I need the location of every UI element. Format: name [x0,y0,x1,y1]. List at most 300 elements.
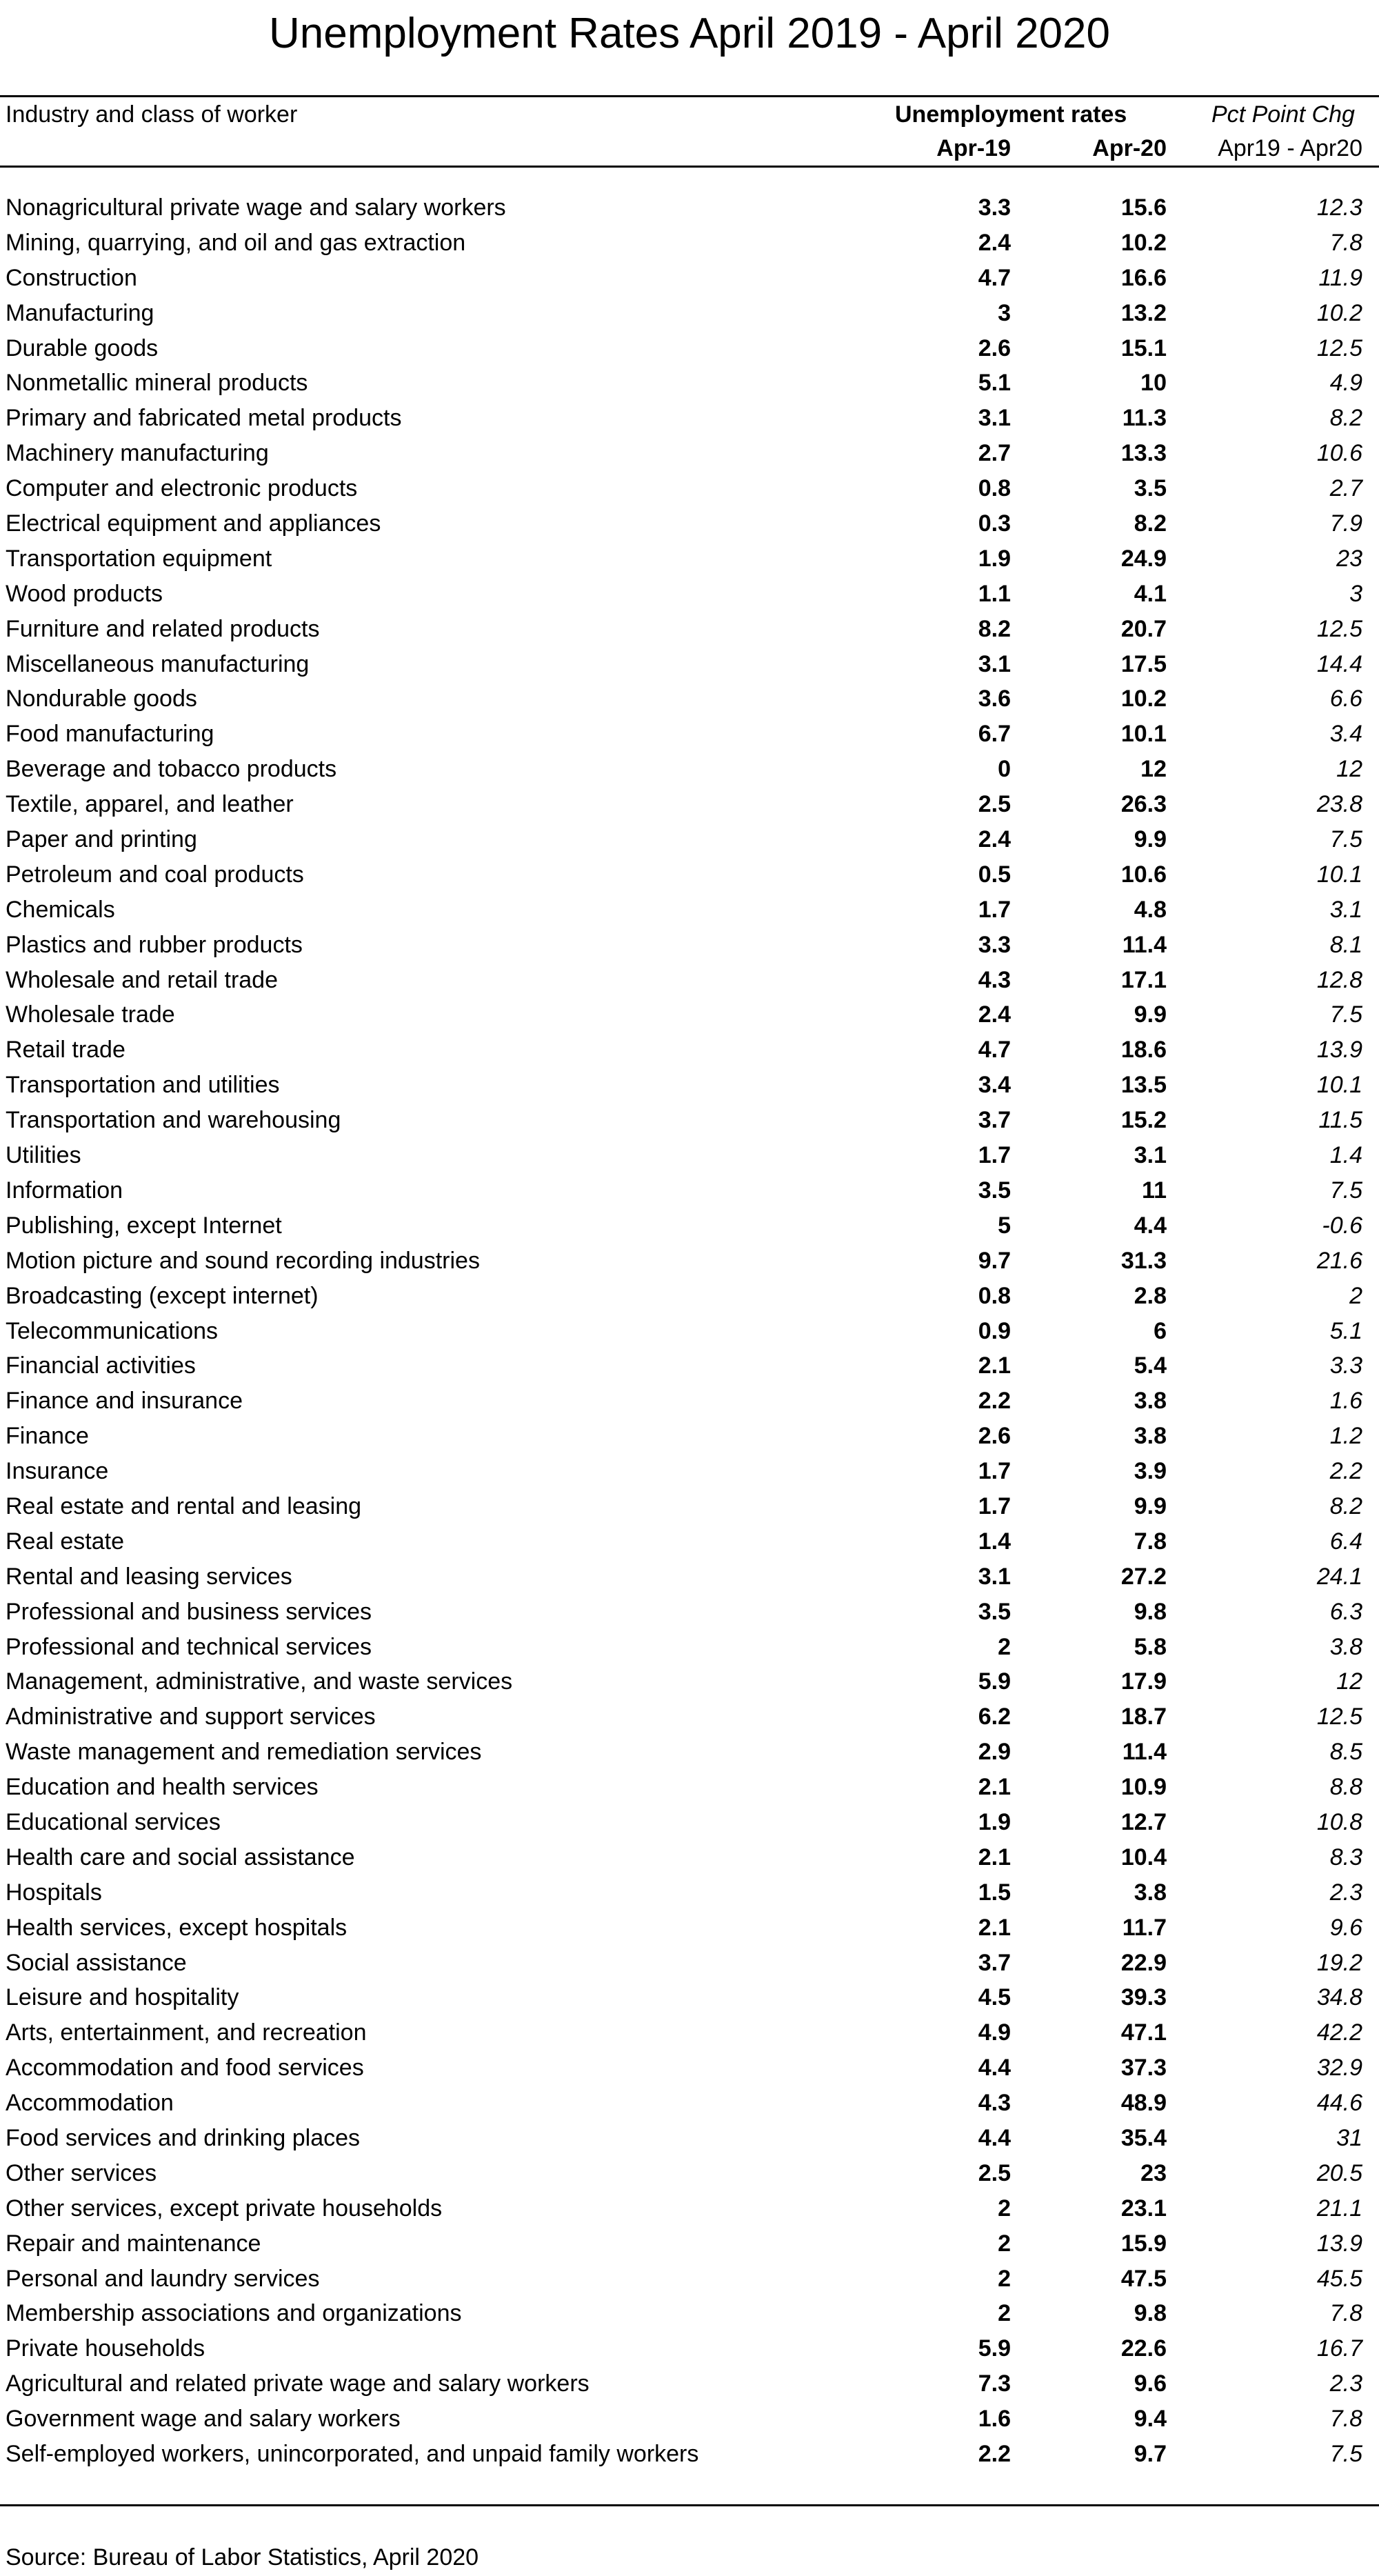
rate-apr19: 3.3 [978,931,1011,958]
industry-name: Government wage and salary workers [6,2406,401,2433]
table-row [0,261,1379,296]
industry-name: Retail trade [6,1037,125,1064]
rate-apr19: 1.9 [978,545,1011,572]
pct-point-change: 8.2 [1329,405,1362,432]
pct-point-change: 7.5 [1329,2441,1362,2467]
rate-apr20: 23 [1140,2159,1167,2186]
rate-apr19: 2.4 [978,229,1011,256]
industry-name: Beverage and tobacco products [6,756,337,783]
header-divider [0,166,1379,168]
table-row [0,2086,1379,2121]
industry-name: Electrical equipment and appliances [6,510,381,537]
pct-point-change: 2.2 [1329,1458,1362,1485]
rate-apr19: 0.8 [978,1282,1011,1309]
rate-apr19: 4.7 [978,264,1011,291]
industry-name: Petroleum and coal products [6,861,304,888]
rate-apr19: 0.9 [978,1317,1011,1344]
rate-apr20: 7.8 [1134,1528,1167,1555]
table-row [0,1279,1379,1314]
table-row [0,1454,1379,1489]
industry-name: Textile, apparel, and leather [6,791,294,818]
rate-apr19: 2.7 [978,440,1011,467]
rate-apr20: 5.8 [1134,1633,1167,1660]
rate-apr19: 2.1 [978,1914,1011,1941]
industry-name: Broadcasting (except internet) [6,1282,319,1309]
pct-point-change: 32.9 [1316,2055,1362,2081]
pct-point-change: 23 [1336,545,1362,572]
industry-name: Rental and leasing services [6,1563,292,1590]
pct-point-change: 1.6 [1329,1388,1362,1415]
pct-point-change: 31 [1336,2124,1362,2151]
industry-name: Information [6,1177,123,1204]
column-group-pct-point-chg: Pct Point Chg [1211,101,1355,128]
rate-apr19: 2.1 [978,1774,1011,1801]
industry-name: Professional and technical services [6,1633,372,1660]
rate-apr20: 10.2 [1120,686,1167,712]
table-row [0,1910,1379,1946]
rate-apr19: 5.9 [978,2335,1011,2362]
industry-name: Machinery manufacturing [6,440,269,467]
pct-point-change: 3.1 [1329,896,1362,923]
table-row [0,541,1379,577]
table-row [0,1419,1379,1454]
rate-apr20: 13.3 [1120,440,1167,467]
rate-apr20: 10.6 [1120,861,1167,888]
rate-apr19: 5 [998,1212,1011,1239]
table-row [0,1138,1379,1173]
table-row [0,1103,1379,1138]
rate-apr19: 4.3 [978,966,1011,993]
rate-apr19: 2 [998,2195,1011,2221]
rate-apr20: 6 [1154,1317,1167,1344]
pct-point-change: 12.3 [1316,194,1362,221]
table-row [0,506,1379,541]
table-row [0,1595,1379,1630]
industry-name: Real estate [6,1528,124,1555]
table-row [0,1244,1379,1279]
pct-point-change: 7.5 [1329,1177,1362,1204]
industry-name: Nonagricultural private wage and salary workers [6,194,506,221]
rate-apr19: 3.1 [978,1563,1011,1590]
rate-apr19: 1.7 [978,1142,1011,1169]
rate-apr19: 4.4 [978,2055,1011,2081]
industry-name: Furniture and related products [6,615,320,642]
pct-point-change: 10.1 [1316,861,1362,888]
table-row [0,1699,1379,1735]
industry-name: Manufacturing [6,299,154,326]
rate-apr19: 2.5 [978,791,1011,818]
table-row [0,2331,1379,2366]
pct-point-change: 13.9 [1316,1037,1362,1064]
pct-point-change: 7.8 [1329,2300,1362,2327]
table-row [0,1208,1379,1244]
table-row [0,1735,1379,1770]
rate-apr20: 18.7 [1120,1704,1167,1730]
table-row [0,471,1379,506]
industry-name: Primary and fabricated metal products [6,405,402,432]
industry-name: Accommodation and food services [6,2055,364,2081]
page-title: Unemployment Rates April 2019 - April 2020 [269,10,1110,57]
industry-name: Membership associations and organizations [6,2300,462,2327]
rate-apr20: 11 [1142,1177,1167,1204]
rate-apr20: 4.8 [1134,896,1167,923]
rate-apr20: 16.6 [1120,264,1167,291]
rate-apr19: 1.4 [978,1528,1011,1555]
pct-point-change: 10.1 [1316,1072,1362,1099]
rate-apr20: 5.4 [1134,1352,1167,1379]
rate-apr19: 1.7 [978,1458,1011,1485]
industry-name: Miscellaneous manufacturing [6,650,310,677]
rate-apr19: 8.2 [978,615,1011,642]
industry-name: Leisure and hospitality [6,1984,239,2011]
table-row [0,2296,1379,2331]
table-row [0,612,1379,647]
rate-apr19: 4.4 [978,2124,1011,2151]
rate-apr20: 11.7 [1122,1914,1167,1941]
pct-point-change: 3.4 [1329,721,1362,748]
pct-point-change: 2.7 [1329,475,1362,502]
industry-name: Transportation and warehousing [6,1107,341,1134]
rate-apr19: 1.6 [978,2406,1011,2433]
table-row [0,2437,1379,2472]
rate-apr20: 9.6 [1134,2370,1167,2397]
rate-apr19: 4.9 [978,2019,1011,2046]
column-header-change: Apr19 - Apr20 [1218,135,1362,161]
rate-apr20: 37.3 [1120,2055,1167,2081]
pct-point-change: 10.8 [1316,1808,1362,1835]
rate-apr19: 1.5 [978,1879,1011,1906]
industry-name: Education and health services [6,1774,319,1801]
pct-point-change: 12 [1336,1668,1362,1695]
rate-apr20: 11.4 [1122,1739,1167,1766]
table-row [0,296,1379,331]
table-row [0,1630,1379,1665]
industry-name: Transportation equipment [6,545,272,572]
pct-point-change: 10.6 [1316,440,1362,467]
industry-name: Administrative and support services [6,1704,376,1730]
rate-apr19: 0 [998,756,1011,783]
pct-point-change: -0.6 [1322,1212,1362,1239]
industry-name: Food services and drinking places [6,2124,361,2151]
pct-point-change: 44.6 [1316,2090,1362,2117]
rate-apr19: 2 [998,2300,1011,2327]
rate-apr20: 3.8 [1134,1388,1167,1415]
industry-name: Real estate and rental and leasing [6,1492,362,1519]
rate-apr20: 47.5 [1120,2265,1167,2292]
pct-point-change: 13.9 [1316,2230,1362,2257]
pct-point-change: 6.4 [1329,1528,1362,1555]
table-row [0,2156,1379,2191]
pct-point-change: 7.5 [1329,826,1362,853]
rate-apr19: 1.1 [978,580,1011,607]
column-header-industry: Industry and class of worker [6,101,298,128]
rate-apr20: 20.7 [1120,615,1167,642]
pct-point-change: 7.8 [1329,2406,1362,2433]
pct-point-change: 21.6 [1316,1247,1362,1274]
industry-name: Self-employed workers, unincorporated, and unpaid family workers [6,2441,699,2467]
rate-apr20: 4.1 [1134,580,1167,607]
table-row [0,1875,1379,1910]
industry-name: Other services, except private households [6,2195,443,2221]
pct-point-change: 7.9 [1329,510,1362,537]
table-row [0,1664,1379,1699]
pct-point-change: 6.6 [1329,686,1362,712]
table-row [0,1173,1379,1208]
table-row [0,1489,1379,1524]
rate-apr19: 2.1 [978,1352,1011,1379]
pct-point-change: 4.9 [1329,370,1362,397]
industry-name: Telecommunications [6,1317,219,1344]
rate-apr20: 47.1 [1120,2019,1167,2046]
table-row [0,1559,1379,1595]
pct-point-change: 34.8 [1316,1984,1362,2011]
rate-apr20: 22.9 [1120,1949,1167,1976]
pct-point-change: 16.7 [1316,2335,1362,2362]
rate-apr20: 17.9 [1120,1668,1167,1695]
rate-apr20: 15.6 [1120,194,1167,221]
pct-point-change: 8.3 [1329,1844,1362,1870]
pct-point-change: 8.5 [1329,1739,1362,1766]
rate-apr20: 39.3 [1120,1984,1167,2011]
industry-name: Financial activities [6,1352,196,1379]
table-row [0,436,1379,471]
table-row [0,681,1379,717]
industry-name: Accommodation [6,2090,174,2117]
industry-name: Wholesale and retail trade [6,966,279,993]
rate-apr20: 26.3 [1120,791,1167,818]
rate-apr20: 2.8 [1134,1282,1167,1309]
column-group-unemployment-rates: Unemployment rates [895,101,1127,128]
rate-apr20: 10 [1140,370,1167,397]
rate-apr20: 3.8 [1134,1879,1167,1906]
bottom-divider [0,2504,1379,2506]
industry-name: Publishing, except Internet [6,1212,282,1239]
pct-point-change: 9.6 [1329,1914,1362,1941]
industry-name: Waste management and remediation services [6,1739,482,1766]
rate-apr20: 15.1 [1120,335,1167,361]
rate-apr20: 31.3 [1120,1247,1167,1274]
pct-point-change: 12.5 [1316,615,1362,642]
rate-apr20: 22.6 [1120,2335,1167,2362]
rate-apr20: 9.9 [1134,826,1167,853]
industry-name: Social assistance [6,1949,187,1976]
rate-apr19: 4.5 [978,1984,1011,2011]
industry-name: Insurance [6,1458,109,1485]
table-row [0,190,1379,226]
rate-apr20: 23.1 [1120,2195,1167,2221]
top-divider [0,95,1379,97]
rate-apr19: 5.9 [978,1668,1011,1695]
table-row [0,2191,1379,2226]
industry-name: Plastics and rubber products [6,931,303,958]
rate-apr20: 9.7 [1134,2441,1167,2467]
rate-apr20: 8.2 [1134,510,1167,537]
table-row [0,331,1379,366]
industry-name: Chemicals [6,896,115,923]
industry-name: Other services [6,2159,157,2186]
rate-apr20: 18.6 [1120,1037,1167,1064]
table-row [0,2050,1379,2086]
rate-apr19: 2.4 [978,826,1011,853]
industry-name: Agricultural and related private wage and salary workers [6,2370,590,2397]
rate-apr20: 3.5 [1134,475,1167,502]
industry-name: Finance [6,1423,89,1450]
table-row [0,2402,1379,2437]
industry-name: Utilities [6,1142,81,1169]
industry-name: Health care and social assistance [6,1844,355,1870]
rate-apr19: 4.3 [978,2090,1011,2117]
table-row [0,1946,1379,1981]
industry-name: Construction [6,264,137,291]
table-row [0,1348,1379,1384]
table-row [0,1840,1379,1875]
rate-apr20: 15.9 [1120,2230,1167,2257]
rate-apr19: 3.7 [978,1107,1011,1134]
pct-point-change: 19.2 [1316,1949,1362,1976]
table-row [0,928,1379,963]
table-row [0,2226,1379,2262]
rate-apr20: 10.2 [1120,229,1167,256]
pct-point-change: 2.3 [1329,2370,1362,2397]
industry-name: Educational services [6,1808,221,1835]
table-body [0,190,1379,2472]
pct-point-change: 5.1 [1329,1317,1362,1344]
rate-apr20: 15.2 [1120,1107,1167,1134]
pct-point-change: 7.5 [1329,1001,1362,1028]
pct-point-change: 21.1 [1316,2195,1362,2221]
table-row [0,1314,1379,1349]
table-row [0,822,1379,857]
rate-apr19: 3.1 [978,650,1011,677]
rate-apr20: 9.8 [1134,1598,1167,1625]
rate-apr19: 3.1 [978,405,1011,432]
pct-point-change: 20.5 [1316,2159,1362,2186]
pct-point-change: 1.2 [1329,1423,1362,1450]
industry-name: Finance and insurance [6,1388,243,1415]
table-row [0,1068,1379,1103]
rate-apr19: 2.1 [978,1844,1011,1870]
pct-point-change: 7.8 [1329,229,1362,256]
rate-apr19: 2.5 [978,2159,1011,2186]
pct-point-change: 10.2 [1316,299,1362,326]
table-row [0,2366,1379,2402]
industry-name: Health services, except hospitals [6,1914,348,1941]
industry-name: Wood products [6,580,163,607]
rate-apr20: 11.3 [1122,405,1167,432]
industry-name: Nondurable goods [6,686,197,712]
industry-name: Computer and electronic products [6,475,358,502]
rate-apr19: 3.6 [978,686,1011,712]
pct-point-change: 11.9 [1318,264,1362,291]
industry-name: Food manufacturing [6,721,214,748]
rate-apr19: 2.4 [978,1001,1011,1028]
table-row [0,2262,1379,2297]
pct-point-change: 11.5 [1318,1107,1362,1134]
pct-point-change: 12.5 [1316,1704,1362,1730]
table-row [0,787,1379,822]
industry-name: Repair and maintenance [6,2230,261,2257]
rate-apr19: 0.8 [978,475,1011,502]
table-row [0,717,1379,752]
pct-point-change: 8.2 [1329,1492,1362,1519]
rate-apr20: 13.2 [1120,299,1167,326]
rate-apr19: 2 [998,1633,1011,1660]
rate-apr20: 3.9 [1134,1458,1167,1485]
table-row [0,1805,1379,1840]
rate-apr20: 10.1 [1120,721,1167,748]
rate-apr19: 4.7 [978,1037,1011,1064]
pct-point-change: 6.3 [1329,1598,1362,1625]
rate-apr20: 48.9 [1120,2090,1167,2117]
industry-name: Professional and business services [6,1598,372,1625]
pct-point-change: 42.2 [1316,2019,1362,2046]
rate-apr19: 3 [998,299,1011,326]
industry-name: Transportation and utilities [6,1072,280,1099]
rate-apr19: 3.3 [978,194,1011,221]
table-row [0,1384,1379,1419]
rate-apr20: 24.9 [1120,545,1167,572]
table-row [0,997,1379,1032]
rate-apr20: 17.1 [1120,966,1167,993]
rate-apr19: 7.3 [978,2370,1011,2397]
rate-apr19: 2.6 [978,335,1011,361]
table-row [0,577,1379,612]
rate-apr19: 2 [998,2265,1011,2292]
rate-apr20: 11.4 [1122,931,1167,958]
rate-apr20: 10.4 [1120,1844,1167,1870]
pct-point-change: 45.5 [1316,2265,1362,2292]
rate-apr19: 3.5 [978,1598,1011,1625]
industry-name: Arts, entertainment, and recreation [6,2019,367,2046]
table-row [0,2121,1379,2156]
rate-apr19: 6.2 [978,1704,1011,1730]
rate-apr20: 35.4 [1120,2124,1167,2151]
rate-apr20: 9.9 [1134,1492,1167,1519]
pct-point-change: 3 [1349,580,1362,607]
rate-apr20: 4.4 [1134,1212,1167,1239]
column-header-apr20: Apr-20 [1092,135,1167,161]
rate-apr19: 2.9 [978,1739,1011,1766]
pct-point-change: 8.1 [1329,931,1362,958]
table-row [0,963,1379,998]
pct-point-change: 24.1 [1316,1563,1362,1590]
rate-apr19: 5.1 [978,370,1011,397]
industry-name: Paper and printing [6,826,197,853]
table-row [0,1032,1379,1068]
source-note: Source: Bureau of Labor Statistics, April 2020 [6,2544,479,2570]
rate-apr20: 3.8 [1134,1423,1167,1450]
rate-apr20: 27.2 [1120,1563,1167,1590]
rate-apr20: 9.9 [1134,1001,1167,1028]
pct-point-change: 2 [1349,1282,1362,1309]
pct-point-change: 12.8 [1316,966,1362,993]
rate-apr19: 0.5 [978,861,1011,888]
rate-apr19: 1.7 [978,896,1011,923]
pct-point-change: 12 [1336,756,1362,783]
table-row [0,401,1379,436]
rate-apr19: 3.5 [978,1177,1011,1204]
rate-apr19: 1.9 [978,1808,1011,1835]
rate-apr20: 9.8 [1134,2300,1167,2327]
industry-name: Private households [6,2335,205,2362]
rate-apr20: 9.4 [1134,2406,1167,2433]
table-row [0,892,1379,928]
table-row [0,2015,1379,2050]
rate-apr19: 3.7 [978,1949,1011,1976]
rate-apr19: 9.7 [978,1247,1011,1274]
pct-point-change: 12.5 [1316,335,1362,361]
rate-apr19: 2.6 [978,1423,1011,1450]
